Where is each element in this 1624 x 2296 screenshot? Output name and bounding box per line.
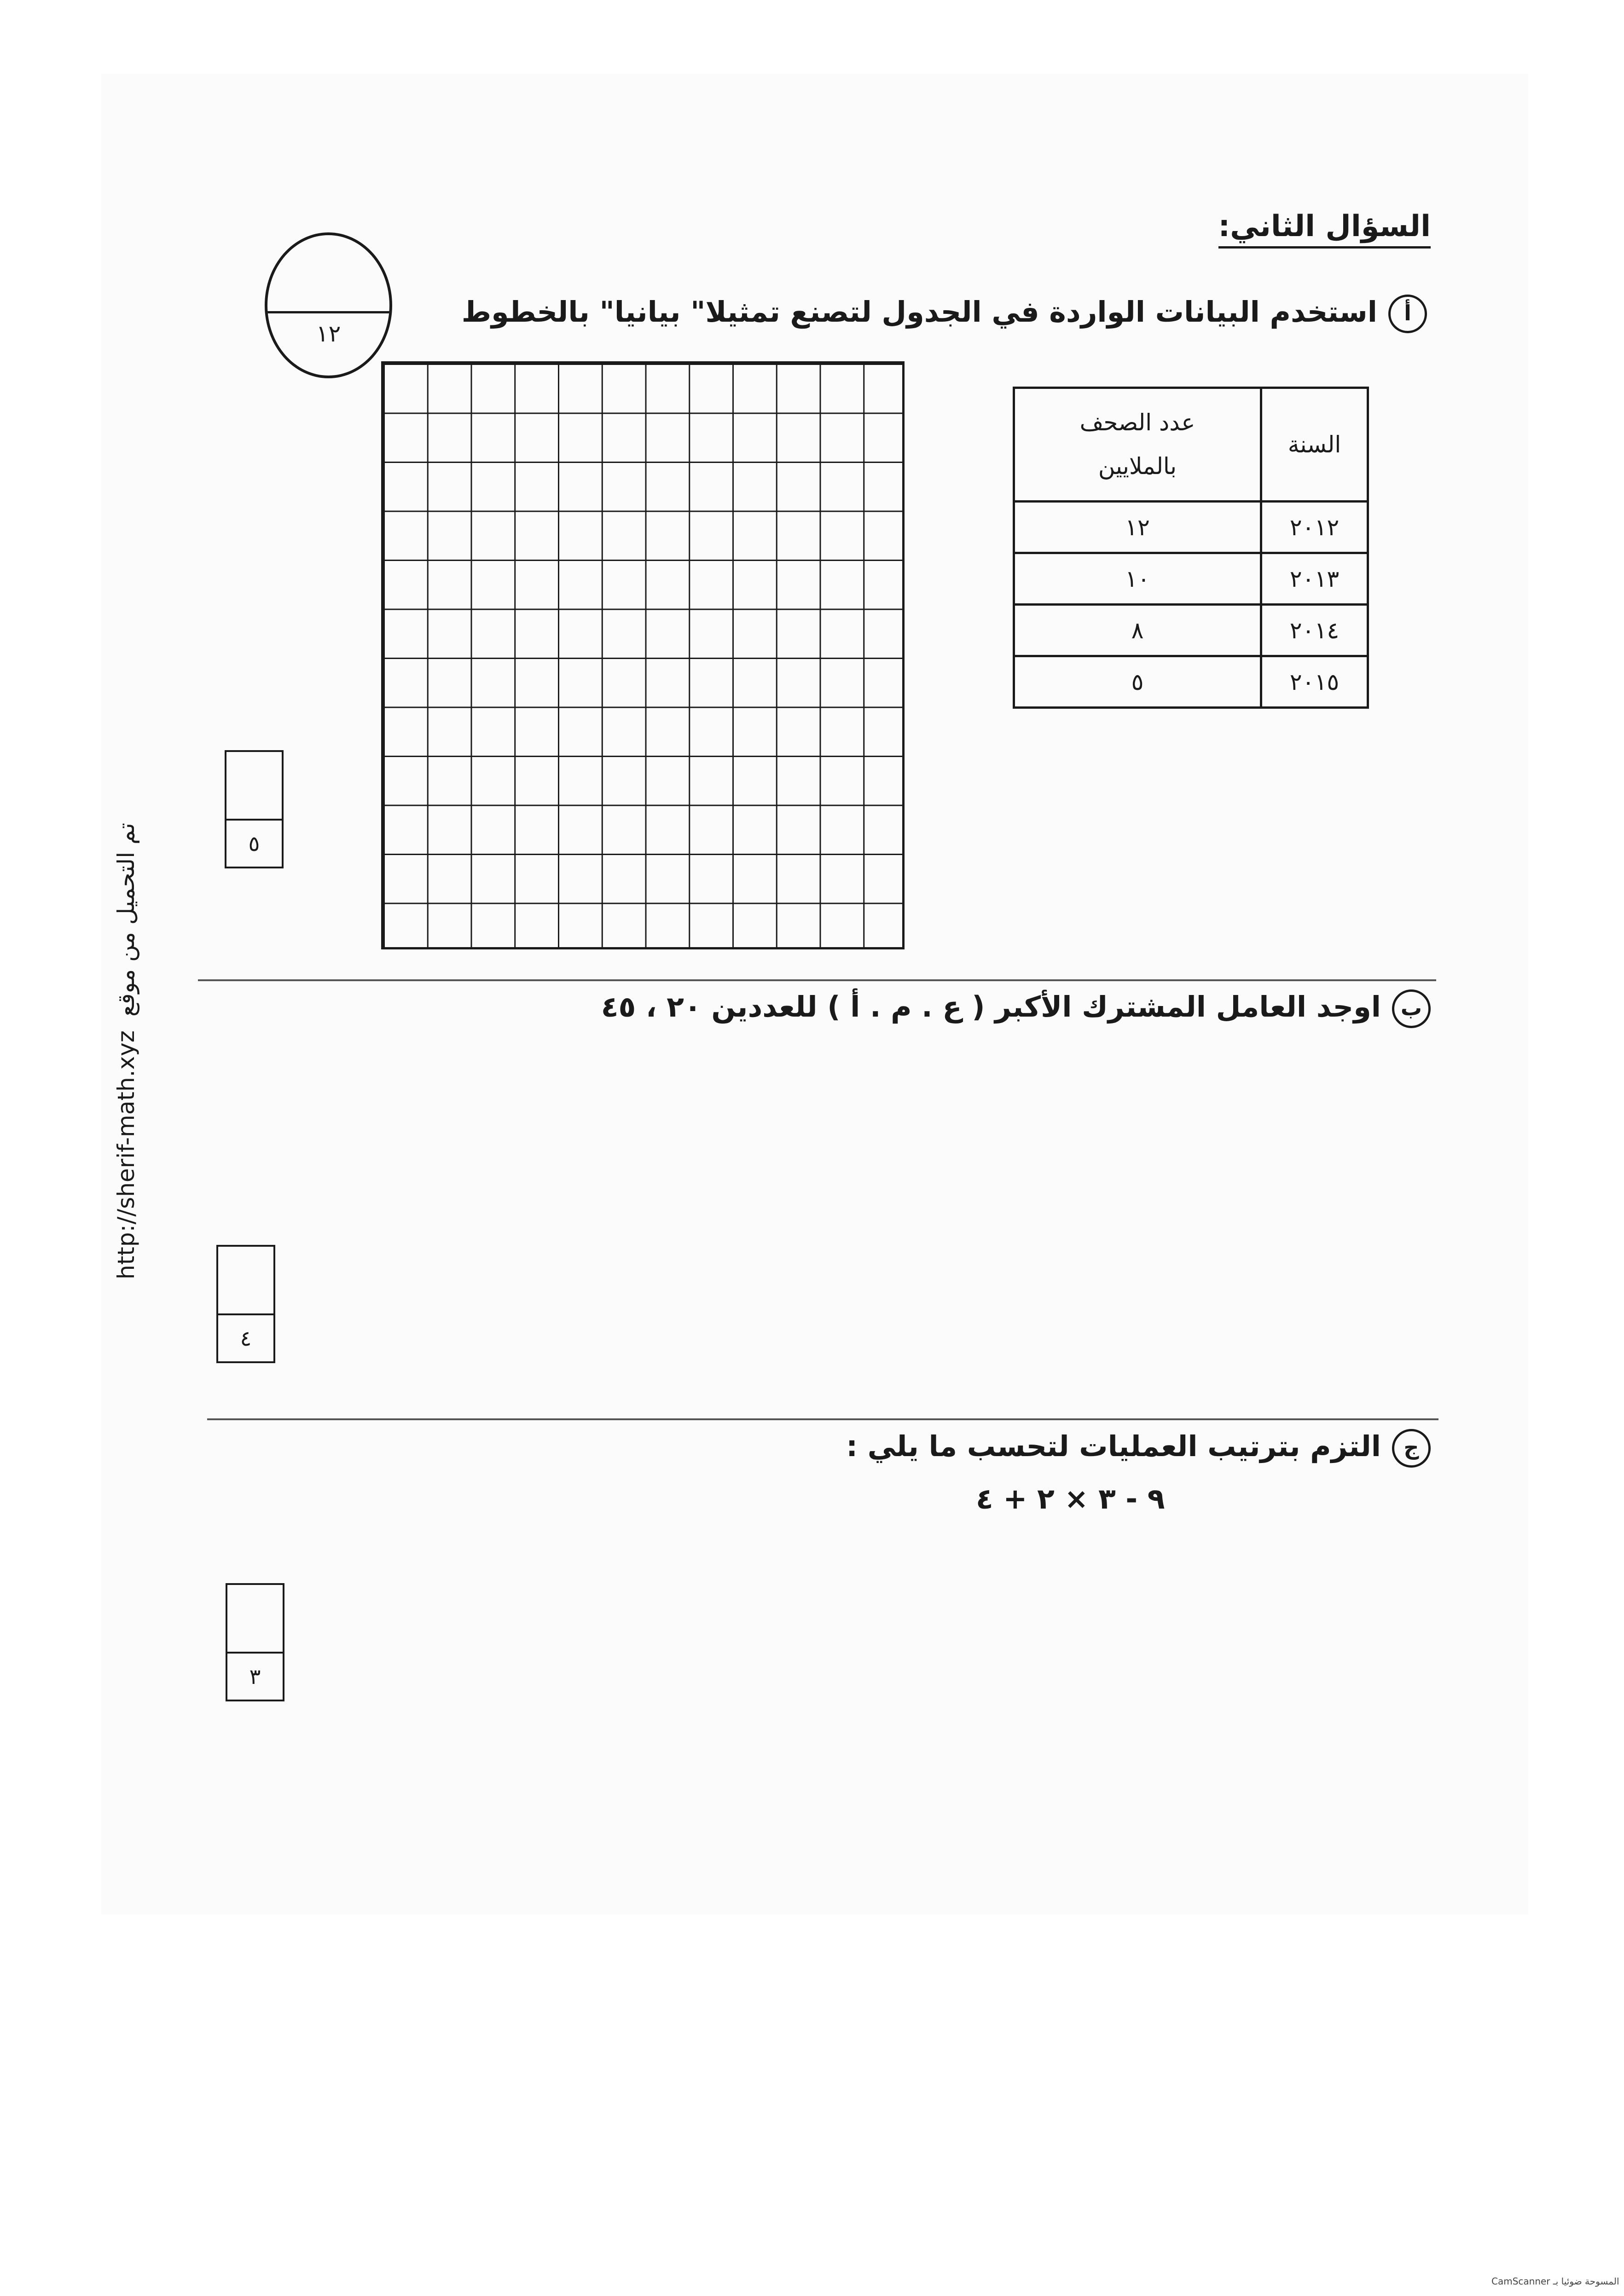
- year-cell: ٢٠١٥: [1261, 656, 1368, 708]
- pages-header: [1014, 388, 1261, 502]
- part-b-mark-box: [216, 1245, 275, 1363]
- question-heading: السؤال الثاني:: [1218, 209, 1431, 249]
- value-cell: ٨: [1014, 605, 1261, 656]
- part-a-mark-box: [225, 750, 284, 868]
- part-b-letter: ب: [1392, 989, 1431, 1028]
- table-row: [1014, 553, 1368, 605]
- side-arabic: تم التحميل من موقع: [113, 822, 139, 1017]
- pages-header-line1: عدد الصحف: [1079, 409, 1195, 436]
- total-score: ١٢: [316, 320, 341, 347]
- table-row: [1014, 605, 1368, 656]
- year-cell: ٢٠١٢: [1261, 502, 1368, 553]
- mark-box-blank: [227, 1585, 283, 1654]
- value-cell: ١٠: [1014, 553, 1261, 605]
- pages-header-line2: بالملايين: [1098, 453, 1177, 480]
- side-watermark-text: [113, 823, 139, 1279]
- part-a-instruction: [462, 295, 1427, 333]
- mark-box-blank: [226, 752, 282, 821]
- part-b-instruction: [601, 989, 1431, 1028]
- part-a-mark: ٥: [248, 831, 260, 856]
- year-cell: ٢٠١٤: [1261, 605, 1368, 656]
- table-header-row: [1014, 388, 1368, 502]
- value-cell: ٥: [1014, 656, 1261, 708]
- part-c-mark-box: [226, 1583, 284, 1701]
- part-b-mark: ٤: [240, 1326, 252, 1351]
- scanner-mark: CamScanner المسوحة ضوئيا بـ: [1491, 2276, 1619, 2287]
- part-c-text: التزم بترتيب العمليات لتحسب ما يلي :: [846, 1429, 1381, 1463]
- part-a-letter: أ: [1388, 295, 1427, 333]
- oval-divider: [267, 311, 389, 313]
- side-url: http://sherif-math.xyz: [113, 1030, 139, 1279]
- data-table: [1013, 387, 1369, 709]
- year-header: السنة: [1261, 388, 1368, 502]
- mark-box-blank: [218, 1247, 273, 1315]
- table-row: [1014, 656, 1368, 708]
- part-c-instruction: [846, 1429, 1431, 1468]
- total-score-oval: [265, 232, 392, 378]
- expression: ٩ - ٣ × ٢ + ٤: [976, 1482, 1165, 1515]
- part-b-text: اوجد العامل المشترك الأكبر ( ع . م . أ ) للعددين ٢٠ ، ٤٥: [601, 990, 1381, 1024]
- section-divider: [198, 979, 1436, 981]
- part-c-mark: ٣: [249, 1664, 261, 1689]
- table-row: [1014, 502, 1368, 553]
- section-divider: [207, 1418, 1438, 1420]
- part-a-text: استخدم البيانات الواردة في الجدول لتصنع تمثيلا" بيانيا" بالخطوط: [461, 295, 1377, 329]
- year-cell: ٢٠١٣: [1261, 553, 1368, 605]
- value-cell: ١٢: [1014, 502, 1261, 553]
- graph-grid[interactable]: [381, 361, 905, 949]
- part-c-letter: ج: [1392, 1429, 1431, 1468]
